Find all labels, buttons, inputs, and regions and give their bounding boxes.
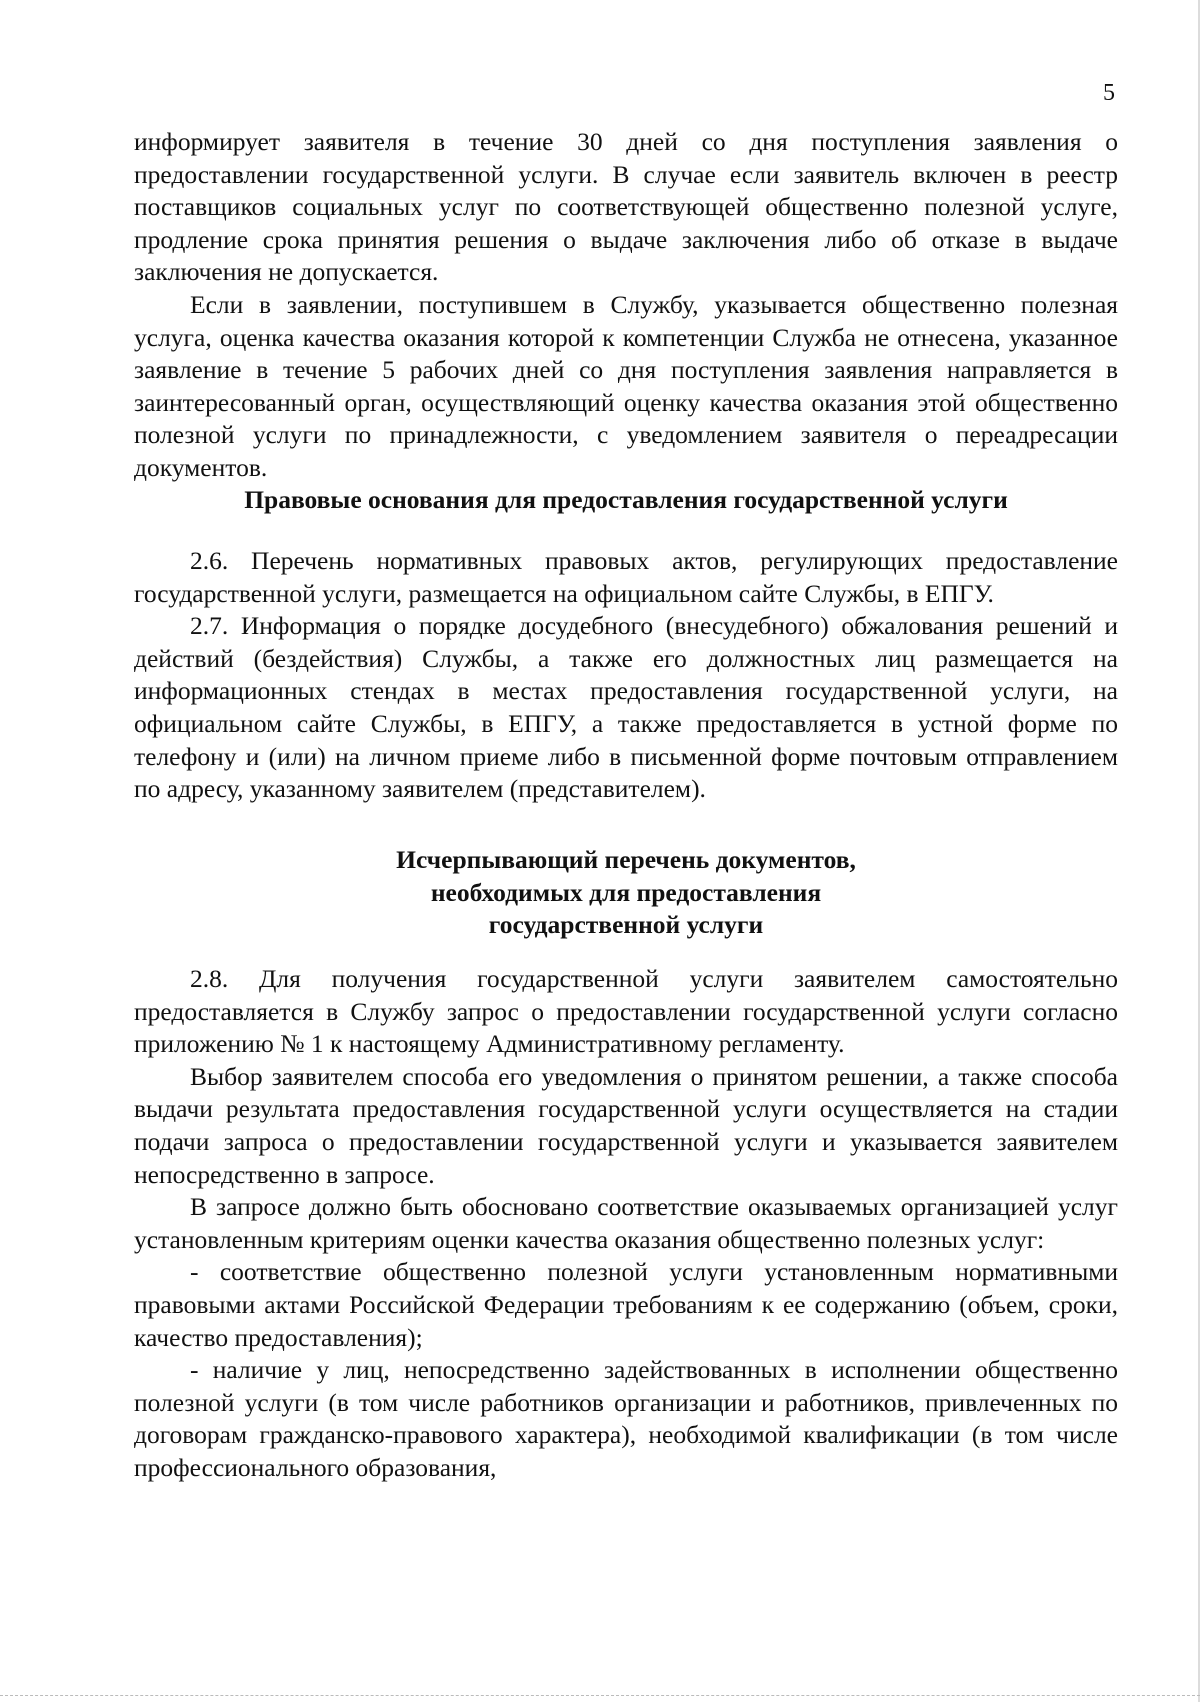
paragraph: 2.6. Перечень нормативных правовых актов, регулирующих предоставление государственной услуги, размещается на официальном сайте Службы, в ЕПГУ. — [134, 546, 1118, 608]
paragraph: 2.7. Информация о порядке досудебного (внесудебного) обжалования решений и действий (бездействия) Службы, а также его должностных лиц размещается на информационных стендах в местах предоставления государственной услуги, на официальном сайте Службы, в ЕПГУ, а также предоставляется в устной форме по телефону и (или) на личном приеме либо в письменной форме почтовым отправлением по адресу, указанному заявителем (представителем). — [134, 611, 1118, 804]
heading-line: необходимых для предоставления — [430, 877, 822, 907]
text-block-3 — [134, 963, 1118, 1485]
paragraph: В запросе должно быть обосновано соответствие оказываемых организацией услуг установленным критериям оценки качества оказания общественно полезных услуг: — [134, 1192, 1118, 1254]
paragraph: Выбор заявителем способа его уведомления о принятом решении, а также способа выдачи результата предоставления государственной услуги осуществляется на стадии подачи запроса о предоставлении государственной услуги и указывается заявителем непосредственно в запросе. — [134, 1061, 1118, 1189]
paragraph: 2.8. Для получения государственной услуги заявителем самостоятельно предоставляется в Службу запрос о предоставлении государственной услуги согласно приложению № 1 к настоящему Административному регламенту. — [134, 964, 1118, 1059]
heading-line: Исчерпывающий перечень документов, — [396, 845, 856, 874]
section-heading-documents — [134, 844, 1118, 942]
section-heading-legal-basis: Правовые основания для предоставления государственной услуги — [244, 485, 1008, 514]
paragraph: - соответствие общественно полезной услуги установленным нормативными правовыми актами Российской Федерации требованиям к ее содержанию (объем, сроки, качество предоставления); — [134, 1257, 1118, 1352]
paragraph: информирует заявителя в течение 30 дней со дня поступления заявления о предоставлении государственной услуги. В случае если заявитель включен в реестр поставщиков социальных услуг по соответствующей общественно полезной услуге, продление срока принятия решения о выдаче заключения либо об отказе в выдаче заключения не допускается. — [134, 127, 1118, 287]
scan-bottom-edge — [0, 1695, 1200, 1696]
text-block-1 — [134, 126, 1118, 485]
page-number: 5 — [1103, 80, 1115, 106]
paragraph: - наличие у лиц, непосредственно задействованных в исполнении общественно полезной услуги (в том числе работников организации и работников, привлеченных по договорам гражданско-правового характера), необходимой квалификации (в том числе профессионального образования, — [134, 1355, 1118, 1482]
heading-line: государственной услуги — [488, 910, 764, 940]
paragraph: Если в заявлении, поступившем в Службу, указывается общественно полезная услуга, оценка качества оказания которой к компетенции Служба не отнесена, указанное заявление в течение 5 рабочих дней со дня поступления заявления направляется в заинтересованный орган, осуществляющий оценку качества оказания этой общественно полезной услуги по принадлежности, с уведомлением заявителя о переадресации документов. — [134, 289, 1118, 482]
text-block-2 — [134, 545, 1118, 806]
